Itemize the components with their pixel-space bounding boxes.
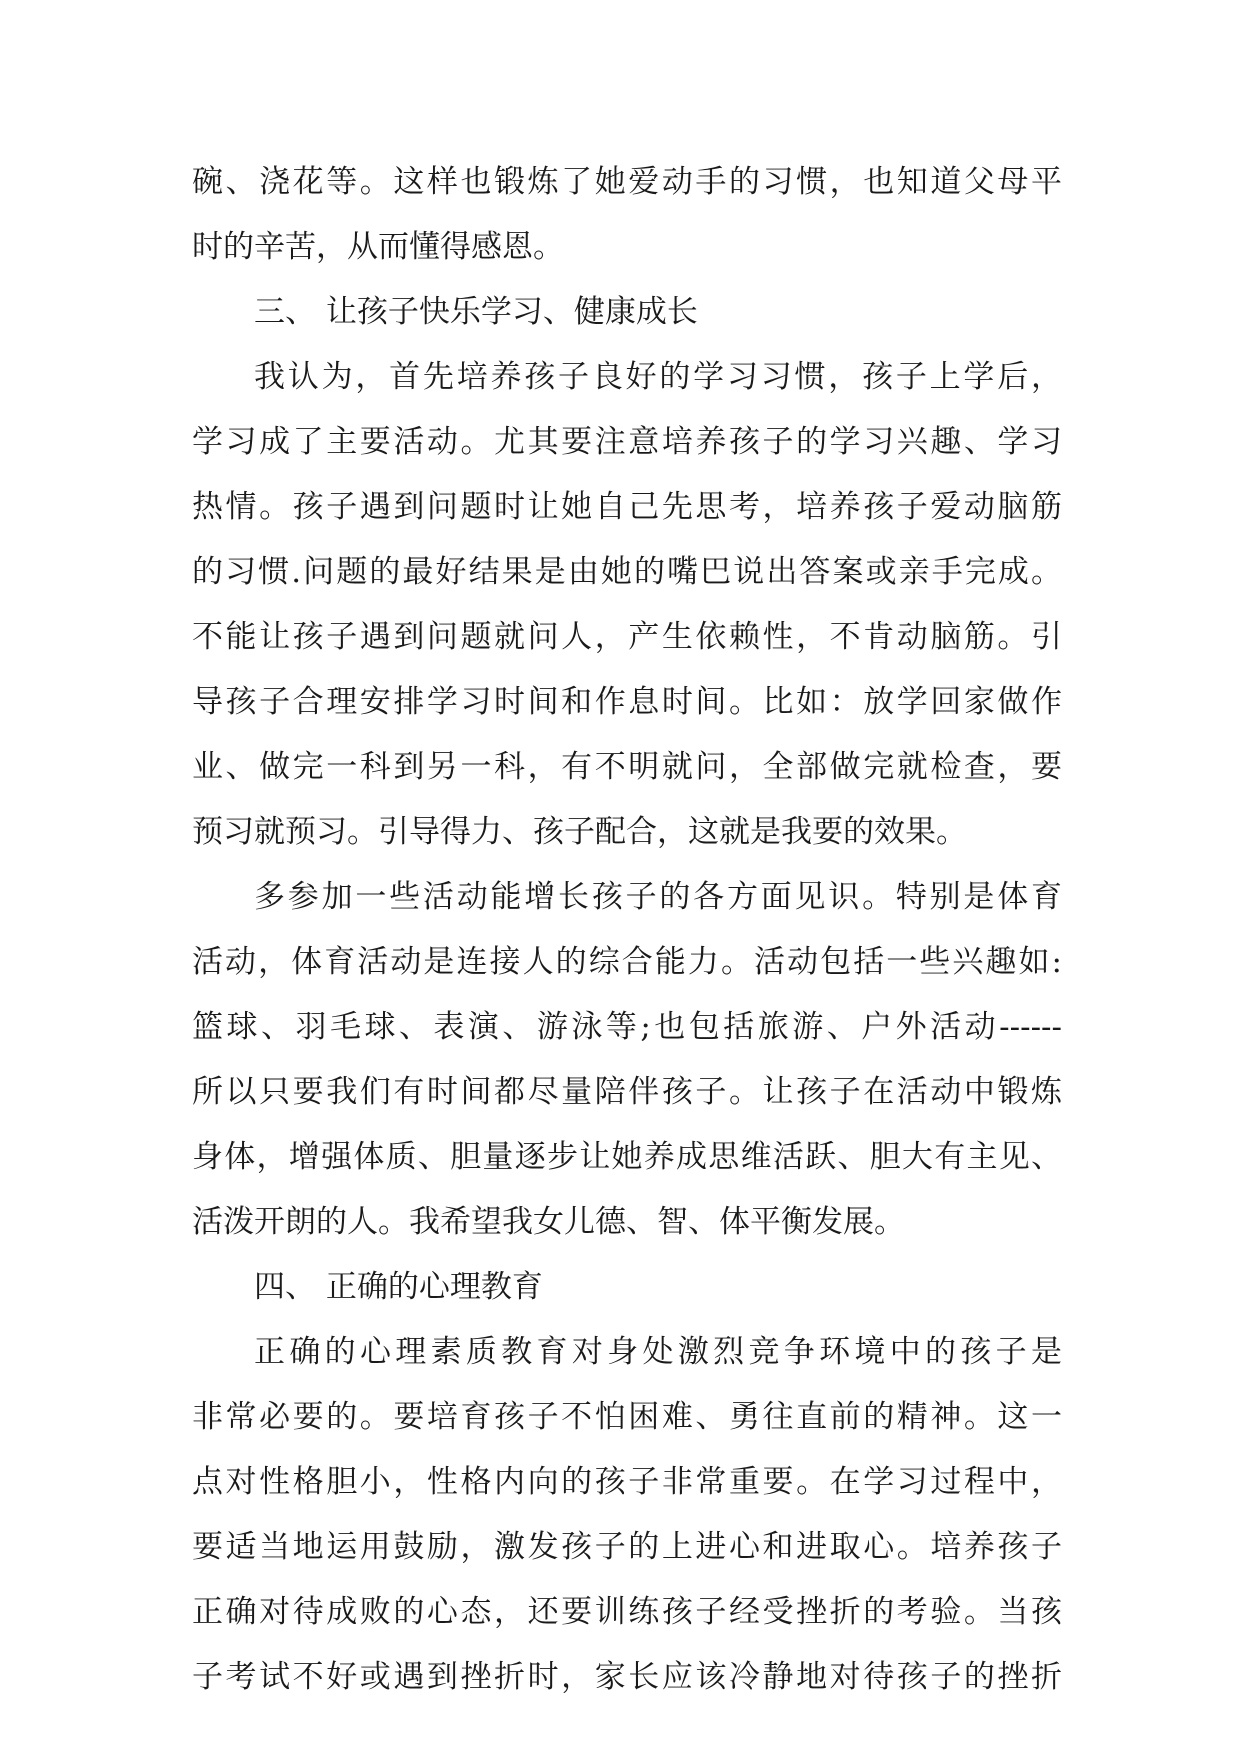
body-line: 预习就预习。引导得力、孩子配合，这就是我要的效果。	[192, 814, 967, 850]
paragraph-first-line: 正确的心理素质教育对身处激烈竞争环境中的孩子是	[254, 1334, 1062, 1370]
body-line: 点对性格胆小，性格内向的孩子非常重要。在学习过程中，	[192, 1464, 1062, 1500]
paragraph-first-line: 多参加一些活动能增长孩子的各方面见识。特别是体育	[254, 879, 1062, 915]
body-line: 正确对待成败的心态，还要训练孩子经受挫折的考验。当孩	[192, 1594, 1062, 1630]
body-line: 要适当地运用鼓励，激发孩子的上进心和进取心。培养孩子	[192, 1529, 1062, 1565]
document-body	[192, 150, 1062, 1710]
body-line: 所以只要我们有时间都尽量陪伴孩子。让孩子在活动中锻炼	[192, 1074, 1062, 1110]
section-heading: 三、 让孩子快乐学习、健康成长	[254, 294, 698, 330]
paragraph-first-line: 我认为，首先培养孩子良好的学习习惯，孩子上学后，	[254, 359, 1062, 395]
body-line: 导孩子合理安排学习时间和作息时间。比如：放学回家做作	[192, 684, 1062, 720]
body-line: 身体，增强体质、胆量逐步让她养成思维活跃、胆大有主见、	[192, 1139, 1062, 1175]
body-line: 篮球、羽毛球、表演、游泳等;也包括旅游、户外活动------	[192, 1009, 1062, 1045]
body-line: 热情。孩子遇到问题时让她自己先思考，培养孩子爱动脑筋	[192, 489, 1062, 525]
body-line: 非常必要的。要培育孩子不怕困难、勇往直前的精神。这一	[192, 1399, 1062, 1435]
body-line: 活动，体育活动是连接人的综合能力。活动包括一些兴趣如:	[192, 944, 1062, 980]
body-line: 的习惯.问题的最好结果是由她的嘴巴说出答案或亲手完成。	[192, 554, 1062, 590]
body-line: 学习成了主要活动。尤其要注意培养孩子的学习兴趣、学习	[192, 424, 1062, 460]
body-line: 子考试不好或遇到挫折时，家长应该冷静地对待孩子的挫折	[192, 1659, 1062, 1695]
body-line: 业、做完一科到另一科，有不明就问，全部做完就检查，要	[192, 749, 1062, 785]
section-heading: 四、 正确的心理教育	[254, 1269, 543, 1305]
body-line: 活泼开朗的人。我希望我女儿德、智、体平衡发展。	[192, 1204, 905, 1240]
body-line: 时的辛苦，从而懂得感恩。	[192, 229, 564, 265]
body-line: 碗、浇花等。这样也锻炼了她爱动手的习惯，也知道父母平	[192, 164, 1062, 200]
body-line: 不能让孩子遇到问题就问人，产生依赖性，不肯动脑筋。引	[192, 619, 1062, 655]
